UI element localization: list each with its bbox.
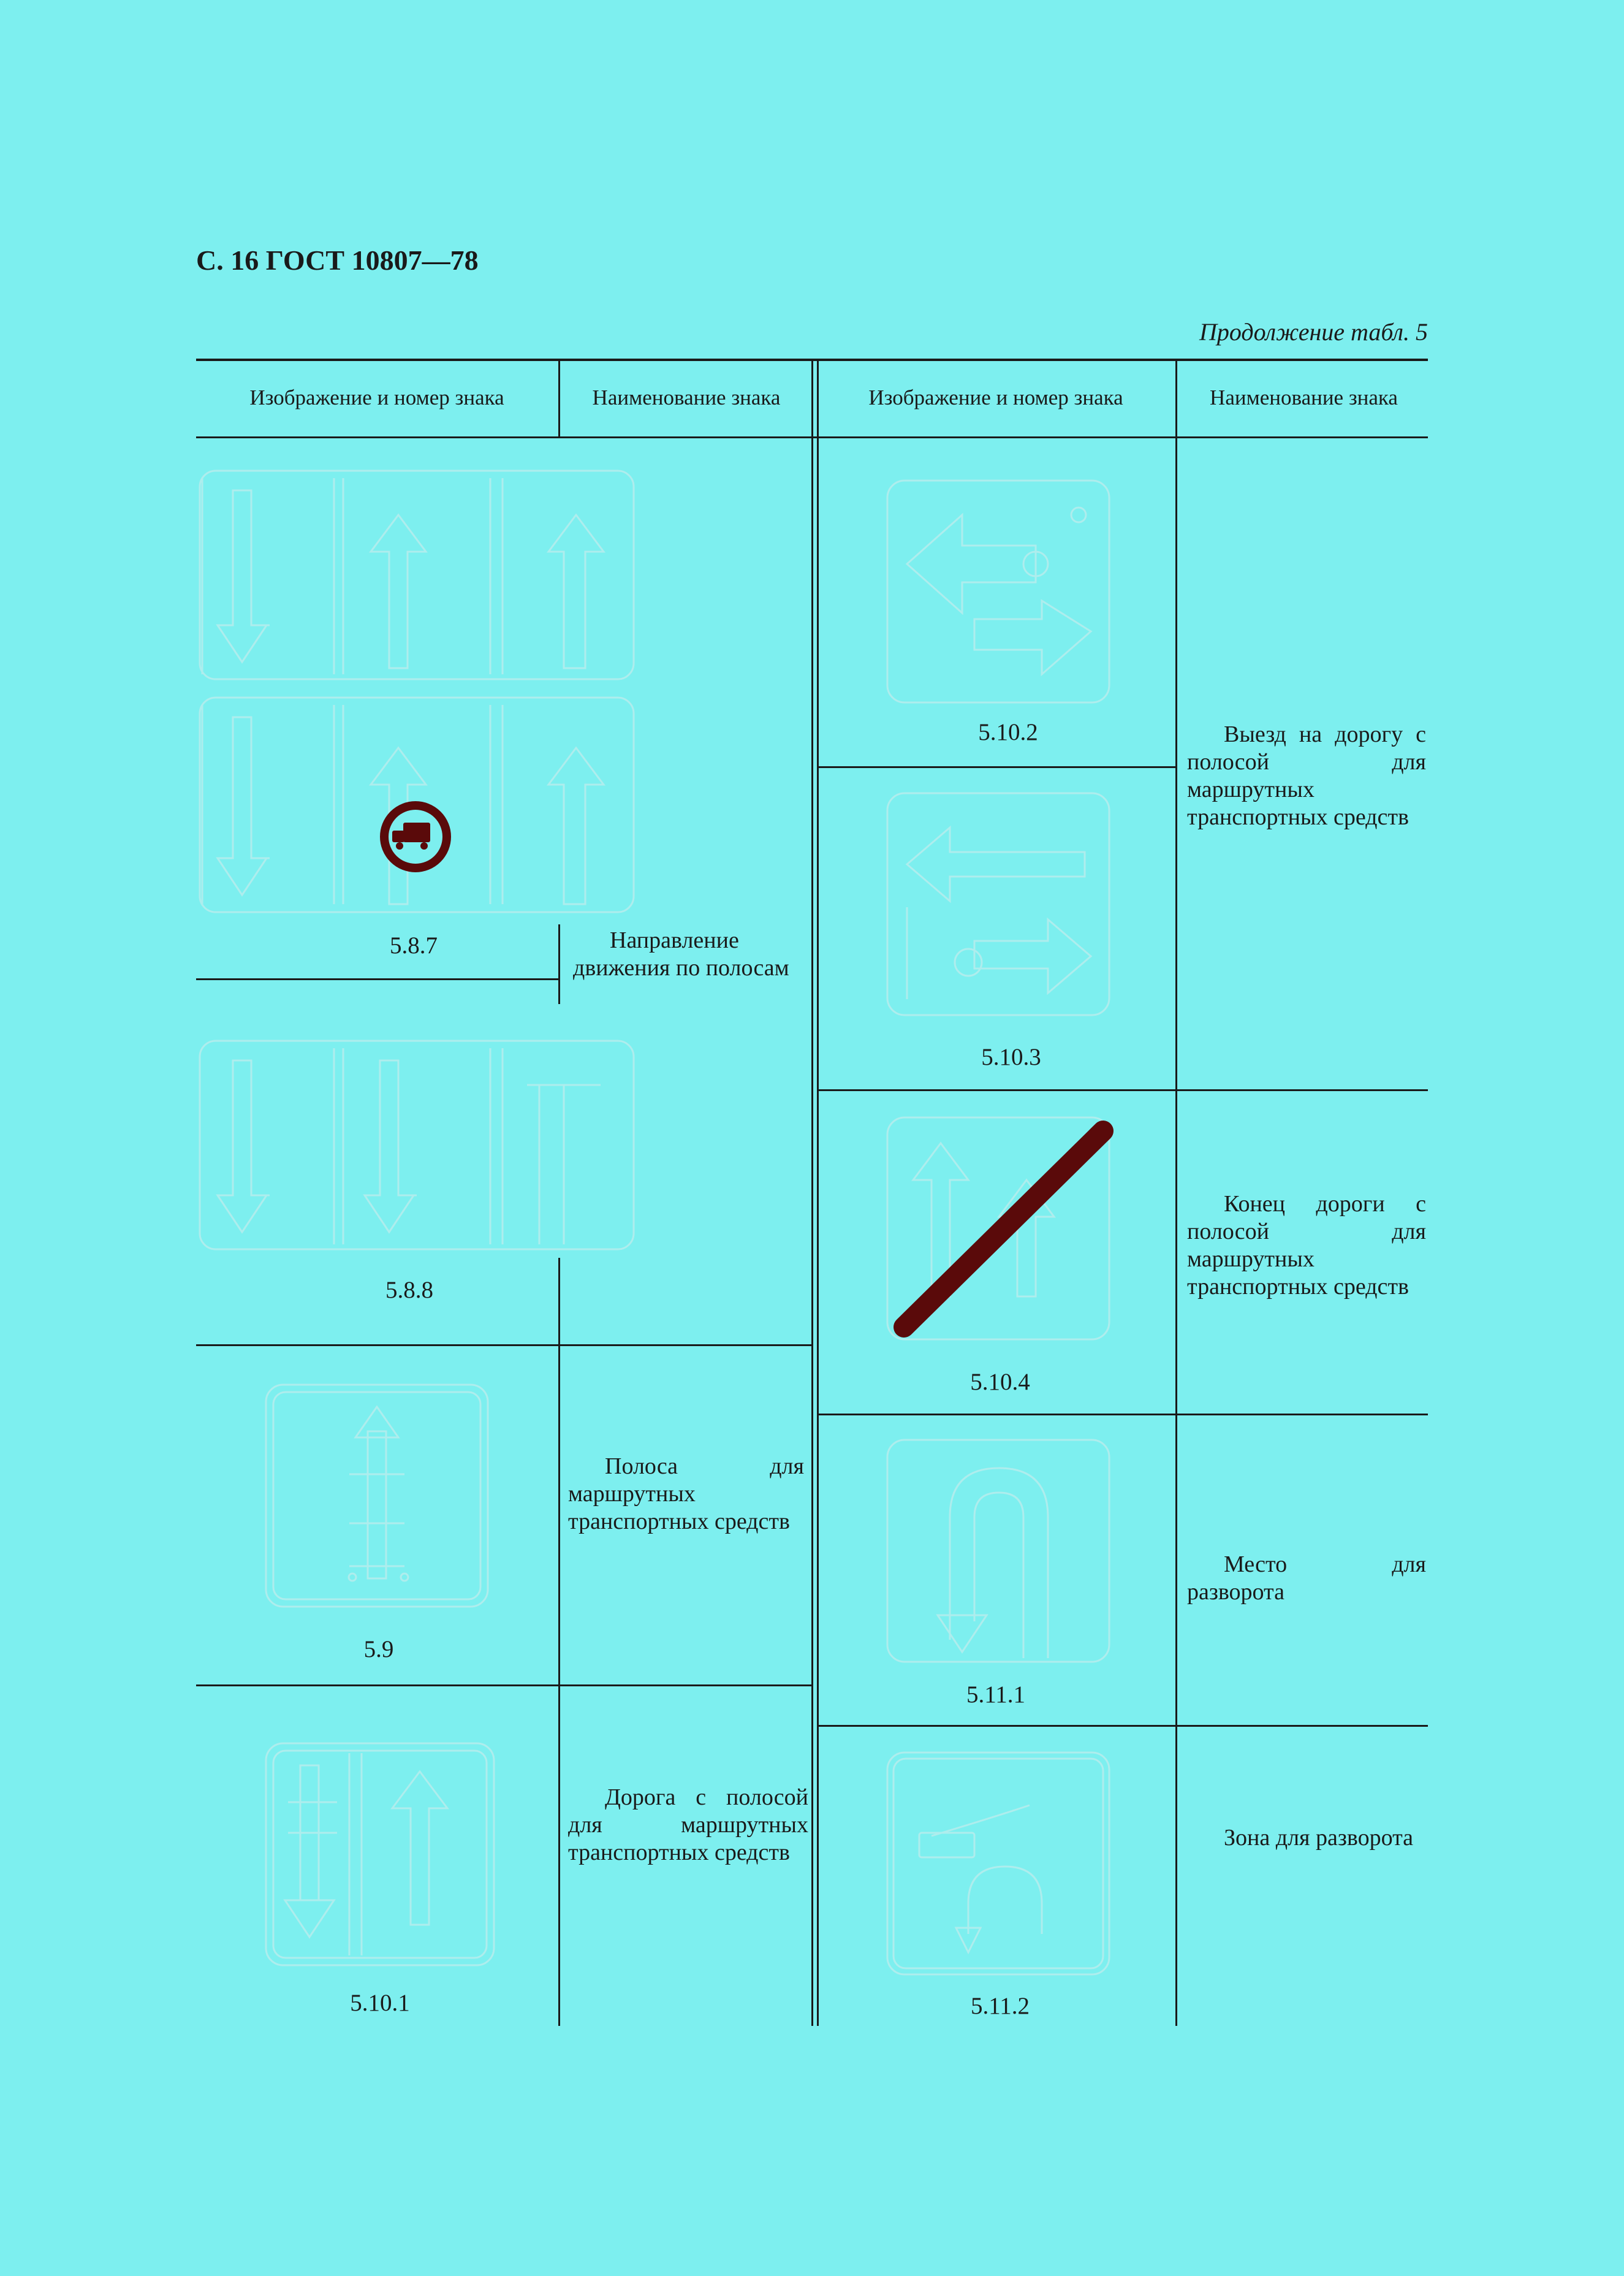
sign-5-8-8-image bbox=[196, 1036, 637, 1250]
table-center-double-rule-a bbox=[811, 359, 813, 2026]
left-name-divider-b bbox=[558, 1258, 560, 2026]
sign-number-5-11-2: 5.11.2 bbox=[970, 1993, 1030, 2019]
sign-number-5-10-2: 5.10.2 bbox=[978, 719, 1038, 745]
sign-name-lane-for-route-vehicles: Полоса для маршрутных транспортных средств bbox=[568, 1453, 804, 1534]
sign-number-5-10-3: 5.10.3 bbox=[981, 1044, 1041, 1070]
left-name-divider-a bbox=[558, 924, 560, 1004]
sign-5-10-4-image bbox=[882, 1113, 1128, 1358]
sign-number-5-10-4: 5.10.4 bbox=[970, 1369, 1030, 1395]
sign-5-9-image bbox=[264, 1382, 490, 1609]
sign-number-5-9: 5.9 bbox=[363, 1636, 394, 1662]
left-row-divider-1 bbox=[196, 1344, 813, 1346]
sign-name-u-turn-place: Место для разворота bbox=[1187, 1551, 1426, 1605]
sign-name-exit-to-road-with-lane: Выезд на дорогу с полосой для маршрутных транспортных средств bbox=[1187, 721, 1426, 830]
sign-number-5-8-8: 5.8.8 bbox=[385, 1277, 433, 1303]
right-row-divider-1 bbox=[818, 1089, 1428, 1091]
sign-5-10-1-image bbox=[264, 1741, 496, 1968]
sign-5-11-1-image bbox=[882, 1437, 1115, 1670]
sign-5-8-7-image bbox=[196, 466, 637, 919]
left-divider-5-8-7-to-5-8-8 bbox=[196, 978, 559, 980]
left-header-divider bbox=[558, 359, 560, 438]
right-header-divider bbox=[1175, 359, 1177, 438]
sign-5-10-2-image bbox=[882, 478, 1115, 711]
col-header-left-image: Изображение и номер знака bbox=[249, 386, 504, 409]
col-header-right-name: Наименование знака bbox=[1210, 386, 1398, 409]
sign-name-end-of-road-with-lane: Конец дороги с полосой для маршрутных транспортных средств bbox=[1187, 1191, 1426, 1300]
col-header-left-name: Наименование знака bbox=[592, 386, 781, 409]
right-row-divider-3 bbox=[818, 1725, 1428, 1727]
table-center-double-rule-b bbox=[817, 359, 819, 2026]
sign-number-5-11-1: 5.11.1 bbox=[966, 1681, 1026, 1708]
table-continuation-label: Продолжение табл. 5 bbox=[1199, 318, 1428, 346]
col-header-right-image: Изображение и номер знака bbox=[868, 386, 1123, 409]
left-row-divider-2 bbox=[196, 1684, 813, 1686]
sign-number-5-10-1: 5.10.1 bbox=[350, 1990, 410, 2016]
sign-name-direction-by-lanes: Направление движения по полосам bbox=[573, 927, 789, 981]
sign-name-u-turn-zone: Зона для разворота bbox=[1224, 1825, 1414, 1851]
right-name-divider bbox=[1175, 436, 1177, 2026]
right-sign-divider-5-10-2 bbox=[818, 766, 1177, 768]
right-row-divider-2 bbox=[818, 1414, 1428, 1415]
sign-name-road-with-lane-for-route-vehicles: Дорога с полосой для маршрутных транспортных средств bbox=[568, 1784, 808, 1865]
sign-5-10-3-image bbox=[882, 791, 1115, 1024]
page-title: С. 16 ГОСТ 10807—78 bbox=[196, 245, 479, 276]
sign-5-11-2-image bbox=[882, 1750, 1115, 1983]
sign-number-5-8-7: 5.8.7 bbox=[390, 932, 438, 959]
